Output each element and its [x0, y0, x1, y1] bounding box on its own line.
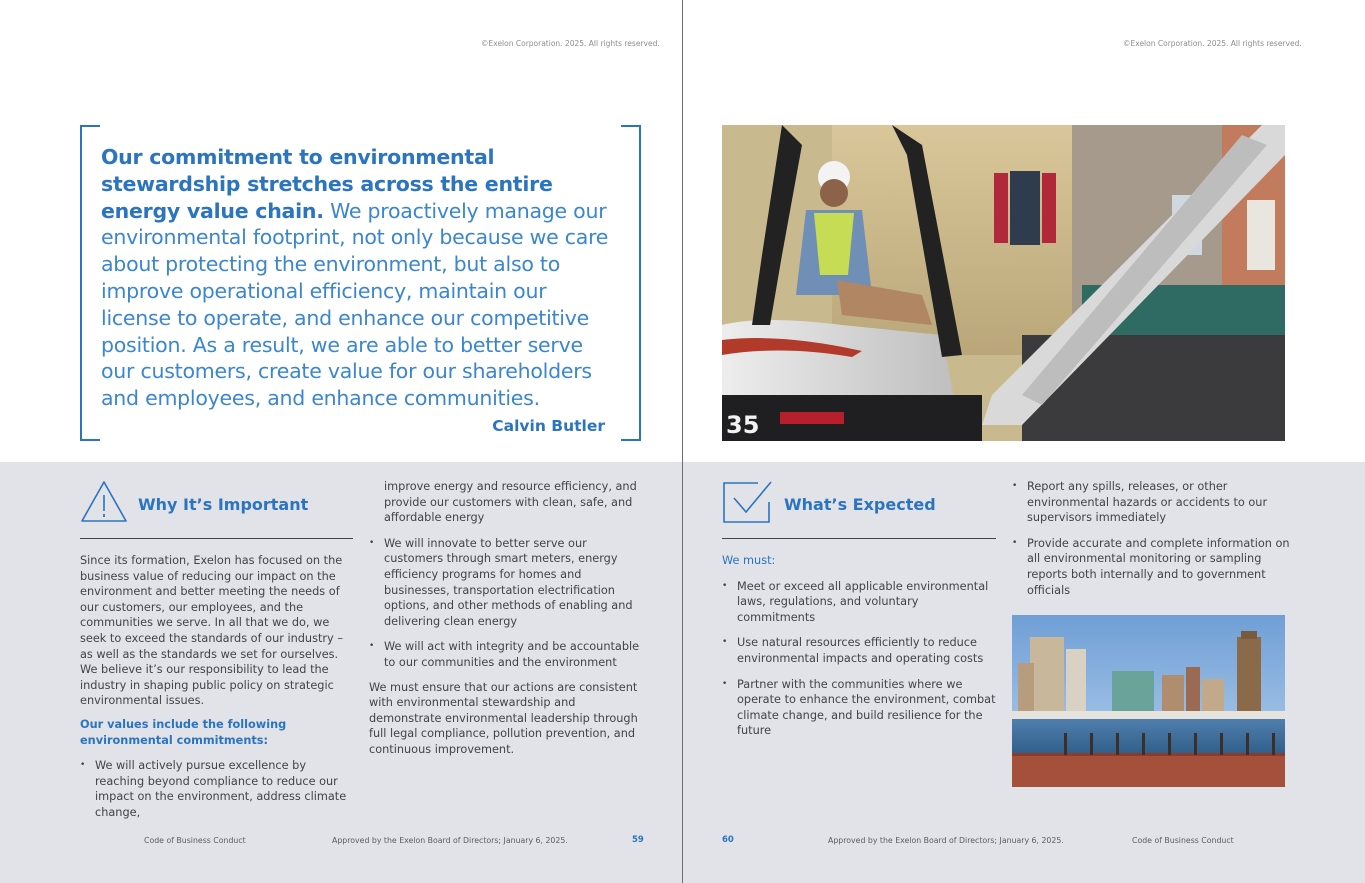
footer-approval: Approved by the Exelon Board of Directors; January 6, 2025.	[332, 836, 568, 845]
quote-bracket-right	[621, 125, 641, 441]
section-title-whats-expected: What’s Expected	[784, 495, 936, 514]
copyright-notice: ©Exelon Corporation. 2025. All rights reserved.	[481, 39, 660, 48]
copyright-notice: ©Exelon Corporation. 2025. All rights reserved.	[1123, 39, 1302, 48]
list-item: • We will actively pursue excellence by reaching beyond compliance to reduce our impact on the environment, address climate change,	[80, 758, 356, 820]
list-item: • Partner with the communities where we operate to enhance the environment, combat climate change, and build resilience for the future	[722, 677, 1000, 739]
quote-bold: Our commitment to environmental stewardship stretches across the entire energy value chain.	[101, 145, 553, 223]
expectations-list	[722, 579, 1000, 739]
closing-paragraph: We must ensure that our actions are consistent with environmental stewardship and demonstrate environmental leadership through full legal compliance, pollution prevention, and continuous improvement.	[369, 680, 638, 756]
left-page	[0, 0, 682, 883]
column-1	[722, 553, 1000, 749]
column-2	[369, 479, 647, 758]
pull-quote	[101, 144, 621, 412]
list-item: • Provide accurate and complete information on all environmental monitoring or sampling reports both internally and to government officials	[1012, 536, 1290, 598]
bullet-continued: improve energy and resource efficiency, and provide our customers with clean, safe, and affordable energy	[384, 480, 637, 525]
values-lead: Our values include the following environmental commitments:	[80, 717, 287, 747]
expectations-list-continued	[1012, 479, 1290, 598]
heading-rule	[722, 538, 996, 539]
quote-author: Calvin Butler	[492, 417, 605, 435]
list-item: • Meet or exceed all applicable environmental laws, regulations, and voluntary commitments	[722, 579, 1000, 626]
values-list-continued	[369, 536, 647, 671]
must-lead: We must:	[722, 554, 776, 567]
harbor-illustration	[1012, 615, 1285, 787]
page-number: 60	[722, 835, 734, 845]
harbor-skyline-photo	[1012, 615, 1285, 787]
list-item: • Use natural resources efficiently to reduce environmental impacts and operating costs	[722, 635, 1000, 666]
list-item: • We will act with integrity and be accountable to our communities and the environment	[369, 639, 647, 670]
heading-rule	[80, 538, 353, 539]
intro-paragraph: Since its formation, Exelon has focused on the business value of reducing our impact on the environment and better meeting the needs of our customers, our employees, and the communities we serve. In all that we do, we seek to exceed the standards of our industry – as well as the standards we set for ourselves. We believe it’s our responsibility to lead the industry in shaping public policy on strategic environmental issues.	[80, 554, 343, 708]
column-2	[1012, 479, 1290, 608]
list-item: • We will innovate to better serve our customers through smart meters, energy efficiency programs for homes and businesses, transportation electrification options, and other methods of enabling and delivering clean energy	[369, 536, 647, 630]
footer-title: Code of Business Conduct	[1132, 836, 1234, 845]
right-page	[683, 0, 1365, 883]
list-item: • Report any spills, releases, or other environmental hazards or accidents to our supervisors immediately	[1012, 479, 1290, 526]
quote-bracket-left	[80, 125, 100, 441]
warning-triangle-icon	[80, 480, 128, 523]
footer-approval: Approved by the Exelon Board of Directors; January 6, 2025.	[828, 836, 1064, 845]
checkbox-check-icon	[722, 480, 774, 524]
values-list	[80, 758, 356, 820]
page-number: 59	[632, 835, 644, 845]
section-title-why-important: Why It’s Important	[138, 495, 309, 514]
column-1	[80, 553, 356, 831]
footer-title: Code of Business Conduct	[144, 836, 246, 845]
excavator-operator-photo	[722, 125, 1285, 441]
quote-rest: We proactively manage our environmental footprint, not only because we care about protecting the environment, but also to improve operational efficiency, maintain our license to operate, and enhance our competitive position. As a result, we are able to better serve our customers, create value for our shareholders and employees, and enhance communities.	[101, 198, 609, 411]
machine-number: 35	[726, 411, 760, 439]
excavator-illustration	[722, 125, 1285, 441]
